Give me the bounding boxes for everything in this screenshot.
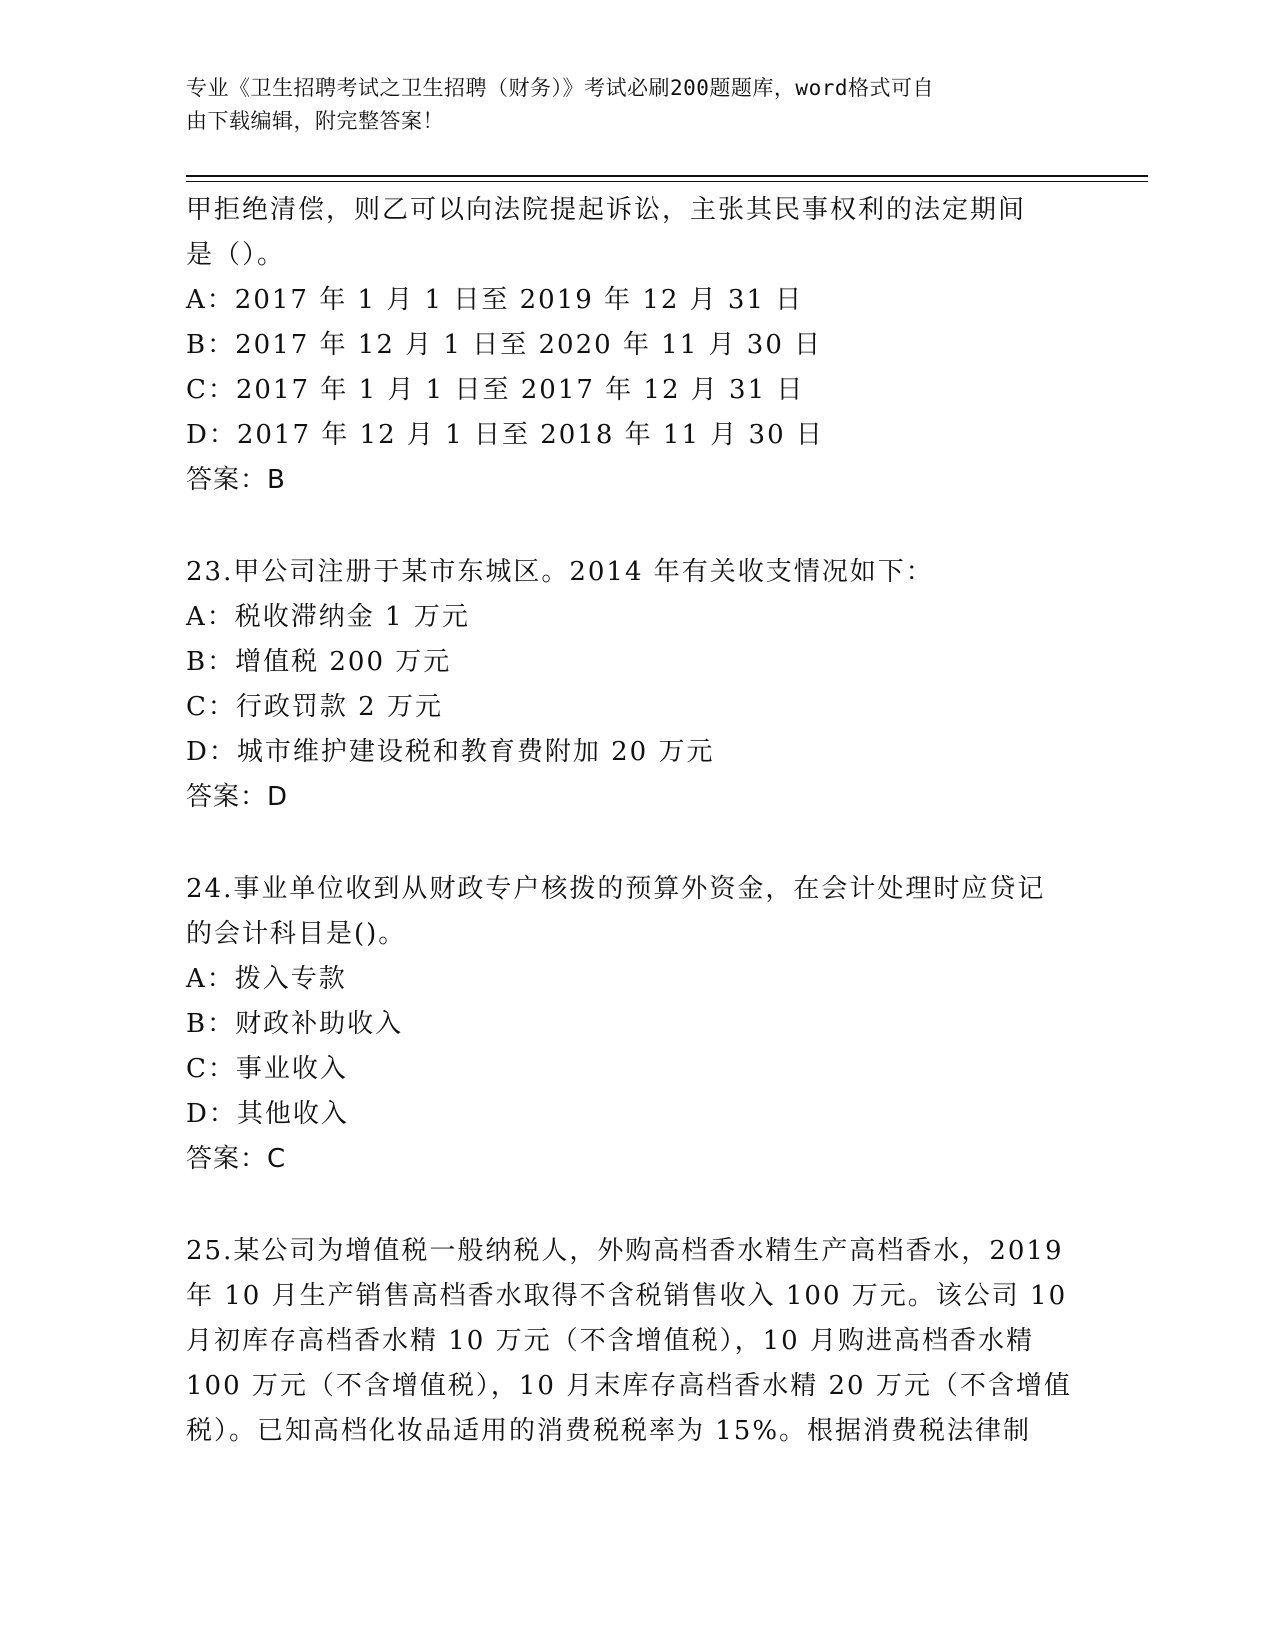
option-c: C：行政罚款 2 万元 [186, 692, 443, 722]
option-a: A：拨入专款 [186, 964, 347, 994]
question-stem: 税）。已知高档化妆品适用的消费税税率为 15%。根据消费税法律制 [186, 1416, 1032, 1446]
question-stem: 100 万元（不含增值税），10 月末库存高档香水精 20 万元（不含增值 [186, 1371, 1072, 1401]
header-line: 专业《卫生招聘考试之卫生招聘（财务）》考试必刷200题题库，word格式可自 [186, 76, 934, 100]
option-d: D：其他收入 [186, 1099, 349, 1129]
answer-label: 答案：D [186, 782, 289, 812]
option-c: C：2017 年 1 月 1 日至 2017 年 12 月 31 日 [186, 375, 805, 405]
option-c: C：事业收入 [186, 1054, 348, 1084]
question-spacer [186, 503, 1086, 550]
page-header [186, 72, 1066, 138]
question-stem: 是（）。 [186, 240, 286, 270]
option-b: B：财政补助收入 [186, 1009, 404, 1039]
option-d: D：城市维护建设税和教育费附加 20 万元 [186, 737, 715, 767]
question-spacer [186, 1182, 1086, 1229]
header-rule-thin [186, 181, 1148, 182]
question-stem: 23.甲公司注册于某市东城区。2014 年有关收支情况如下： [186, 557, 934, 587]
question-spacer [186, 820, 1086, 867]
question-25 [186, 1229, 1086, 1454]
question-stem: 甲拒绝清偿，则乙可以向法院提起诉讼，主张其民事权利的法定期间 [186, 195, 1027, 225]
option-a: A：税收滞纳金 1 万元 [186, 602, 470, 632]
answer-label: 答案：C [186, 1144, 287, 1174]
question-stem: 的会计科目是()。 [186, 919, 407, 949]
option-b: B：2017 年 12 月 1 日至 2020 年 11 月 30 日 [186, 330, 823, 360]
question-stem: 24.事业单位收到从财政专户核拨的预算外资金，在会计处理时应贷记 [186, 874, 1046, 904]
option-a: A：2017 年 1 月 1 日至 2019 年 12 月 31 日 [186, 285, 804, 315]
question-body [186, 188, 1086, 1454]
question-22 [186, 188, 1086, 503]
question-stem: 年 10 月生产销售高档香水取得不含税销售收入 100 万元。该公司 10 [186, 1281, 1068, 1311]
question-stem: 25.某公司为增值税一般纳税人，外购高档香水精生产高档香水，2019 [186, 1236, 1064, 1266]
header-rule-thick [186, 175, 1148, 177]
option-b: B：增值税 200 万元 [186, 647, 452, 677]
question-stem: 月初库存高档香水精 10 万元（不含增值税），10 月购进高档香水精 [186, 1326, 1034, 1356]
question-23 [186, 550, 1086, 820]
answer-label: 答案：B [186, 465, 286, 495]
header-line: 由下载编辑，附完整答案！ [186, 109, 444, 133]
question-24 [186, 867, 1086, 1182]
option-d: D：2017 年 12 月 1 日至 2018 年 11 月 30 日 [186, 420, 824, 450]
